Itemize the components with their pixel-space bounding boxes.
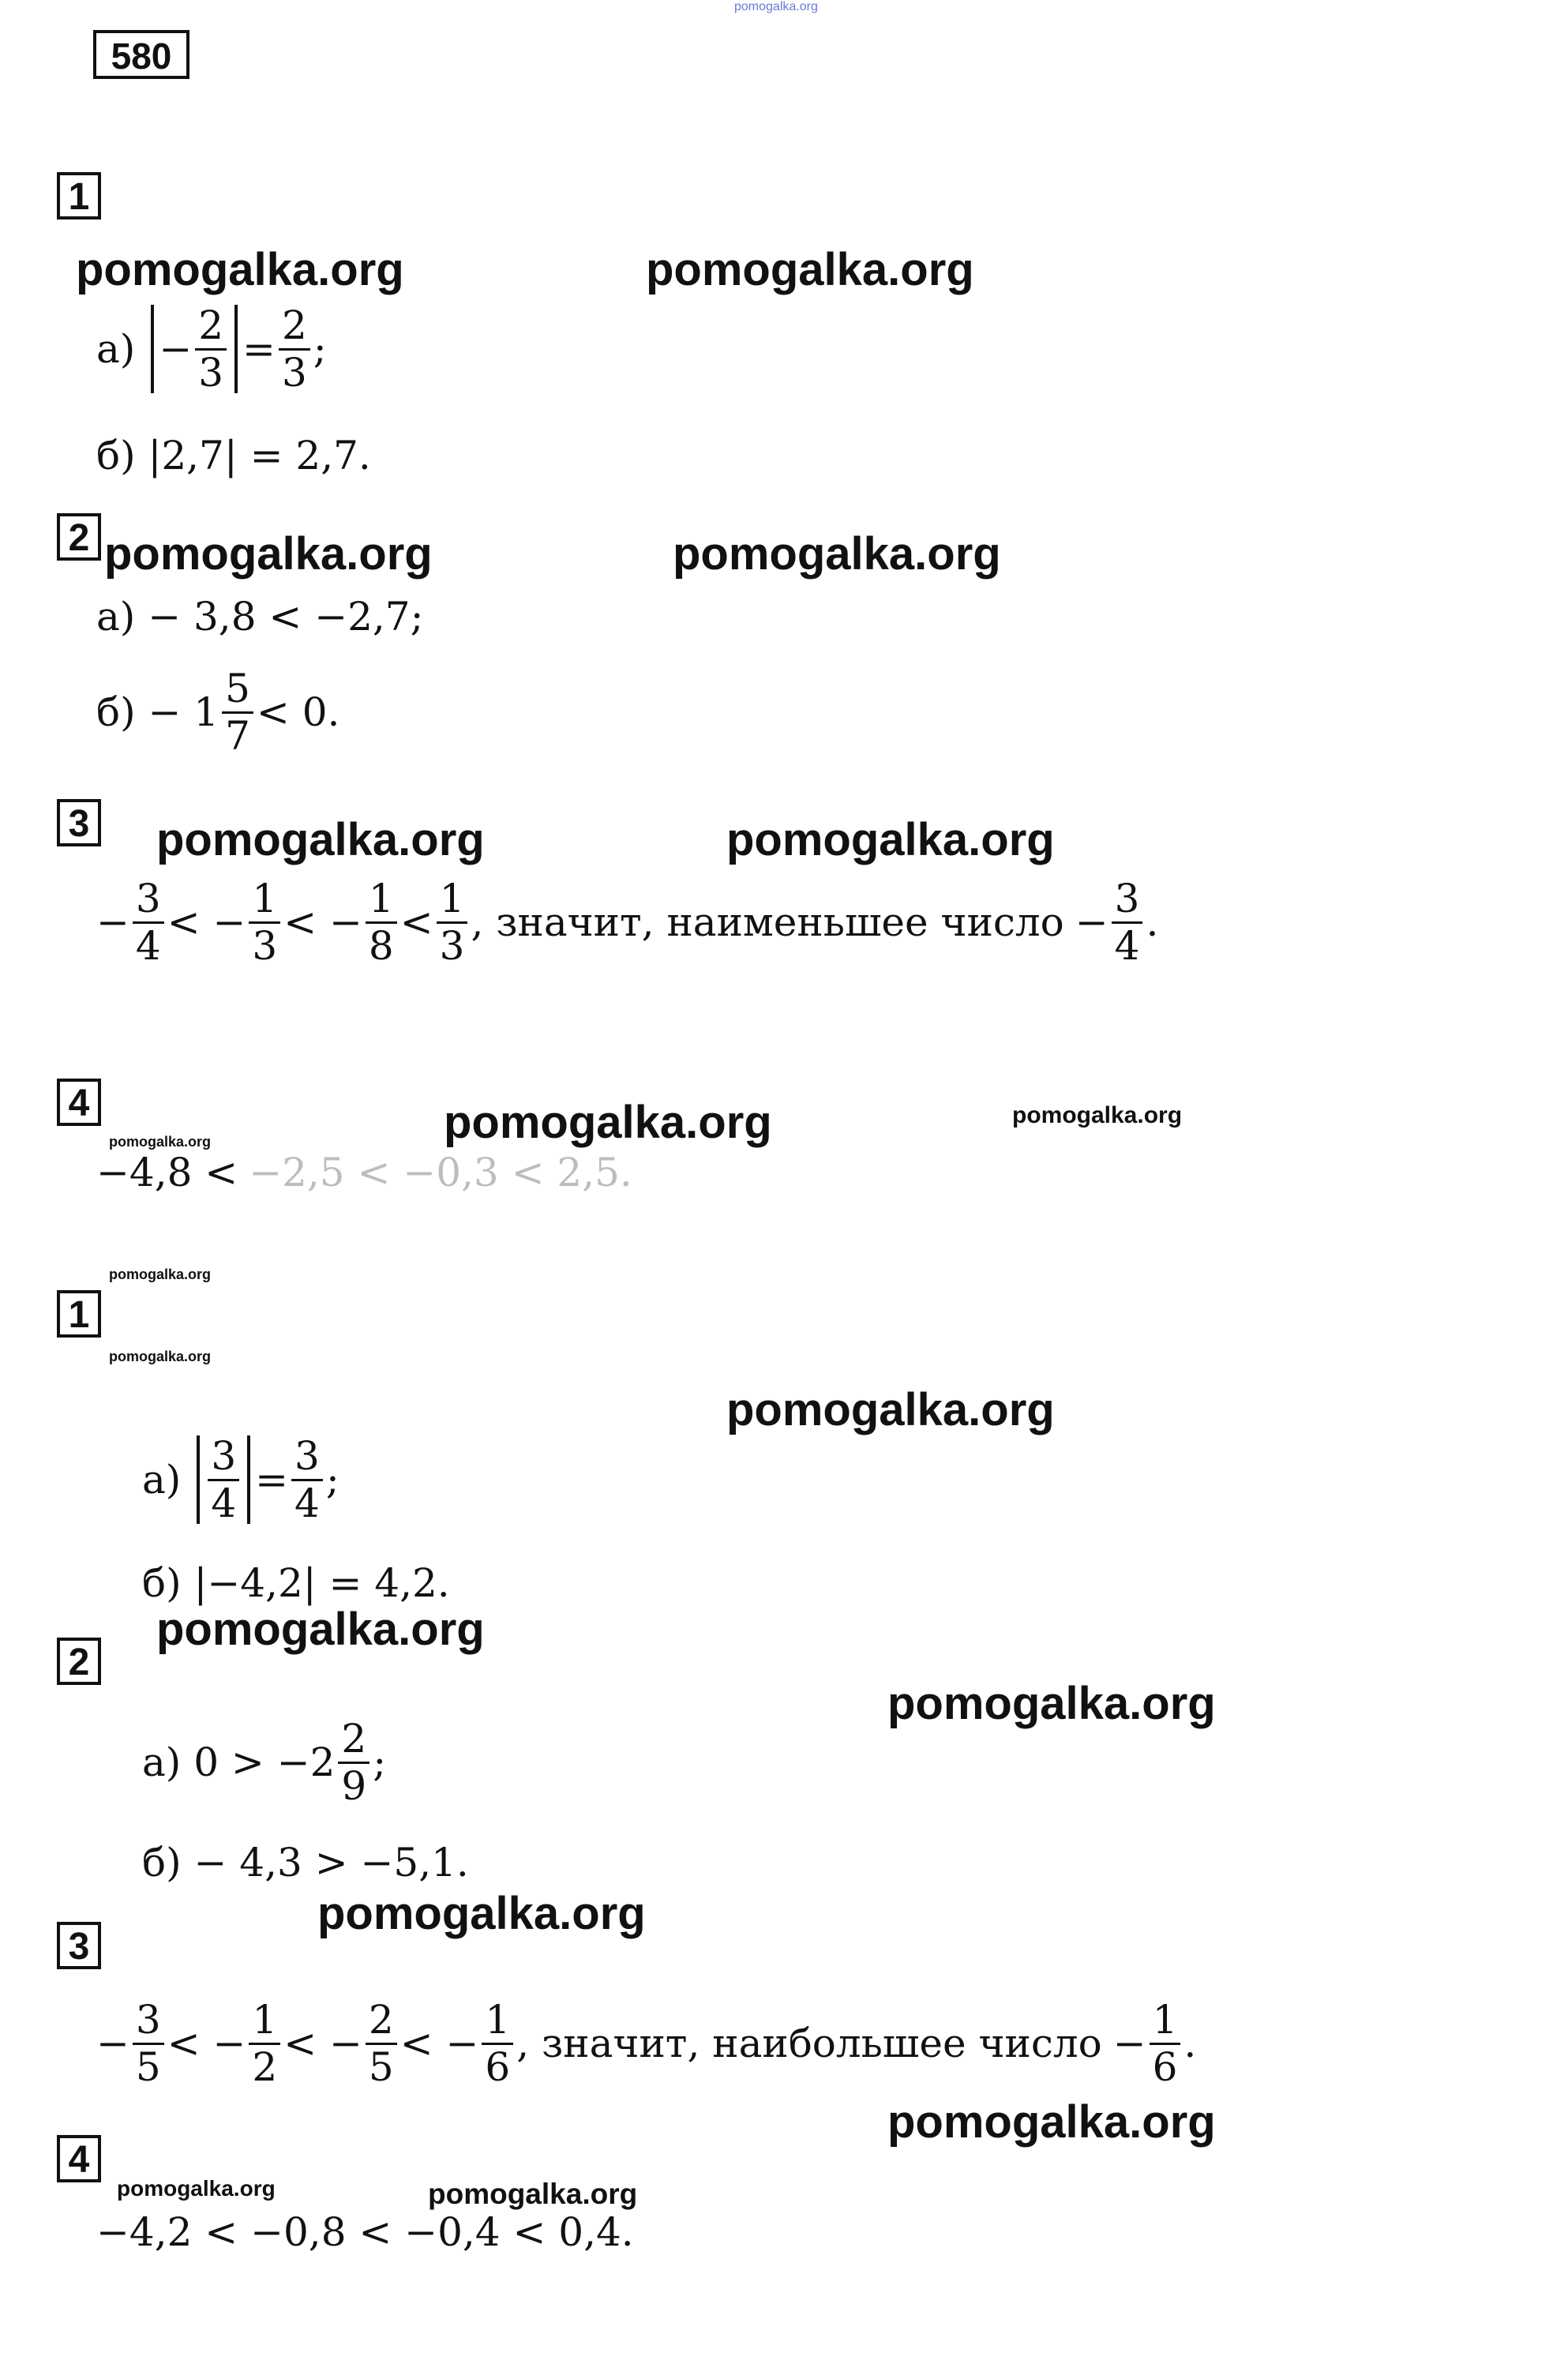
watermark: pomogalka.org bbox=[428, 2178, 638, 2210]
v2-n1-a bbox=[142, 1435, 339, 1524]
watermark: pomogalka.org bbox=[673, 528, 1001, 580]
v2-n2-a bbox=[142, 1718, 386, 1807]
watermark: pomogalka.org bbox=[109, 1349, 212, 1364]
fraction: $\frac{2}{5}$ bbox=[366, 1999, 397, 2088]
equals-sign: = bbox=[255, 1457, 289, 1503]
section-number-2: 2 bbox=[57, 1638, 101, 1685]
fraction: $\frac{2}{9}$ bbox=[338, 1718, 369, 1807]
watermark: pomogalka.org bbox=[726, 814, 1055, 865]
fraction: $\frac{1}{6}$ bbox=[1150, 1999, 1181, 2088]
fraction: $\frac{3}{4}$ bbox=[133, 878, 164, 966]
fraction: $\frac{3}{4}$ bbox=[1112, 878, 1143, 966]
watermark: pomogalka.org bbox=[117, 2176, 276, 2201]
v2-n3-line: − $\frac{3}{5}$ < − $\frac{1}{2}$ < − $\frac{2}{5}$ < − $\frac{1}{6}$ , значит, наибольшее число − $\frac{1}{6}$ . bbox=[96, 1997, 1197, 2090]
watermark: pomogalka.org bbox=[887, 2096, 1216, 2148]
expr-part-faded: −2,5 < −0,3 < 2,5. bbox=[249, 1150, 632, 1195]
section-number-1: 1 bbox=[57, 172, 101, 220]
semicolon: ; bbox=[373, 1739, 387, 1785]
fraction: $\frac{1}{2}$ bbox=[249, 1999, 280, 2088]
section-number-2: 2 bbox=[57, 513, 101, 561]
v1-n3-line: − $\frac{3}{4}$ < − $\frac{1}{3}$ < − $\frac{1}{8}$ < $\frac{1}{3}$ , значит, наименьшее число − $\frac{3}{4}$ . bbox=[96, 876, 1159, 969]
watermark: pomogalka.org bbox=[104, 528, 433, 580]
item-prefix: а) bbox=[142, 1457, 182, 1503]
v1-n4-line bbox=[96, 1150, 632, 1195]
abs-bar bbox=[234, 305, 238, 393]
v2-n2-b: б) − 4,3 > −5,1. bbox=[142, 1840, 469, 1886]
item-prefix: а) bbox=[96, 326, 136, 372]
fraction: $\frac{3}{4}$ bbox=[208, 1435, 239, 1524]
section-number-4: 4 bbox=[57, 2135, 101, 2182]
fraction: $\frac{1}{8}$ bbox=[366, 878, 397, 966]
fraction: $\frac{1}{6}$ bbox=[482, 1999, 513, 2088]
v1-n2-a: а) − 3,8 < −2,7; bbox=[96, 594, 424, 640]
semicolon: ; bbox=[313, 326, 327, 372]
conclusion-text: , значит, наименьшее число bbox=[471, 899, 1064, 945]
fraction: $\frac{1}{3}$ bbox=[249, 878, 280, 966]
v2-n4-line: −4,2 < −0,8 < −0,4 < 0,4. bbox=[96, 2209, 634, 2255]
v1-n1-a bbox=[96, 302, 327, 396]
section-number-3: 3 bbox=[57, 799, 101, 846]
semicolon: ; bbox=[325, 1457, 339, 1503]
watermark: pomogalka.org bbox=[109, 1266, 212, 1282]
abs-bar bbox=[247, 1435, 250, 1524]
expr-part: −4,8 < bbox=[96, 1150, 238, 1195]
watermark: pomogalka.org bbox=[76, 244, 404, 295]
fraction: $\frac{3}{5}$ bbox=[133, 1999, 164, 2088]
abs-bar bbox=[151, 305, 154, 393]
minus-sign: − bbox=[159, 326, 193, 372]
section-number-3: 3 bbox=[57, 1922, 101, 1969]
expr-part: < 0. bbox=[256, 689, 340, 735]
abs-bar bbox=[197, 1435, 200, 1524]
v1-n2-b bbox=[96, 666, 340, 759]
watermark: pomogalka.org bbox=[646, 244, 974, 295]
section-number-1: 1 bbox=[57, 1290, 101, 1338]
fraction: $\frac{2}{3}$ bbox=[279, 305, 310, 393]
watermark: pomogalka.org bbox=[1012, 1102, 1183, 1128]
conclusion-text: , значит, наибольшее число bbox=[516, 2021, 1102, 2066]
section-number-4: 4 bbox=[57, 1079, 101, 1126]
watermark: pomogalka.org bbox=[109, 1134, 212, 1150]
top-watermark: pomogalka.org bbox=[734, 0, 818, 13]
fraction: $\frac{1}{3}$ bbox=[437, 878, 468, 966]
v2-n1-b: б) |−4,2| = 4,2. bbox=[142, 1560, 450, 1606]
equals-sign: = bbox=[242, 326, 276, 372]
watermark: pomogalka.org bbox=[726, 1384, 1055, 1435]
watermark: pomogalka.org bbox=[156, 814, 485, 865]
task-number: 580 bbox=[93, 30, 189, 79]
fraction: $\frac{5}{7}$ bbox=[222, 668, 253, 756]
watermark: pomogalka.org bbox=[444, 1097, 772, 1148]
expr-part: б) − 1 bbox=[96, 689, 219, 735]
fraction: $\frac{3}{4}$ bbox=[291, 1435, 323, 1524]
watermark: pomogalka.org bbox=[156, 1604, 485, 1655]
v1-n1-b: б) |2,7| = 2,7. bbox=[96, 433, 371, 478]
expr-part: а) 0 > −2 bbox=[142, 1739, 336, 1785]
watermark: pomogalka.org bbox=[317, 1888, 646, 1939]
fraction: $\frac{2}{3}$ bbox=[195, 305, 227, 393]
watermark: pomogalka.org bbox=[887, 1678, 1216, 1729]
